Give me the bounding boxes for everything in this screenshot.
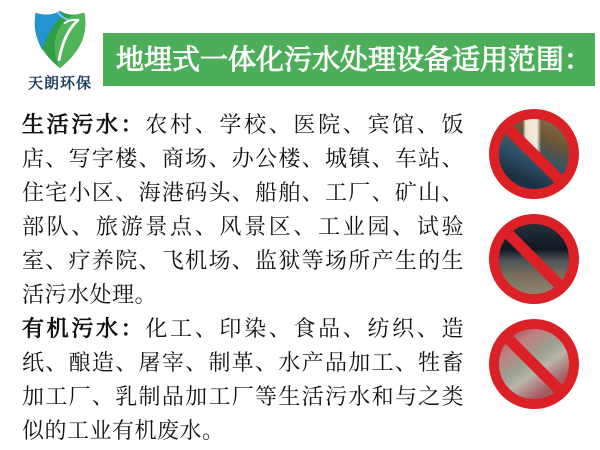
logo <box>20 8 100 93</box>
paragraph-text: 农村、学校、医院、宾馆、饭店、写字楼、商场、办公楼、城镇、车站、住宅小区、海港码头、船舶、工厂、矿山、部队、旅游景点、风景区、工业园、试验室、疗养院、飞机场、监狱等场所产生的生活污水处理。 <box>22 112 464 307</box>
banner-title: 地埋式一体化污水处理设备适用范围： <box>103 33 595 86</box>
prohibition-slash <box>500 120 567 187</box>
prohibition-icon-red-polluted-water <box>489 319 579 409</box>
prohibition-icon-sewage-pipe <box>489 109 579 199</box>
paragraph-label: 生活污水： <box>22 112 146 137</box>
prohibition-slash <box>500 330 567 397</box>
prohibition-slash <box>500 225 567 292</box>
paragraph-text: 化工、印染、食品、纺织、造纸、酿造、屠宰、制革、水产品加工、牲畜加工厂、乳制品加工厂等生活污水和与之类似的工业有机废水。 <box>22 316 464 443</box>
leaf-shield-logo-icon <box>29 8 91 70</box>
paragraph-label: 有机污水： <box>22 316 146 341</box>
prohibition-icon-dark-outfall <box>489 214 579 304</box>
logo-text: 天朗环保 <box>27 75 92 92</box>
body-text <box>22 108 464 448</box>
paragraph-domestic-sewage <box>22 108 464 312</box>
paragraph-organic-sewage <box>22 312 464 448</box>
